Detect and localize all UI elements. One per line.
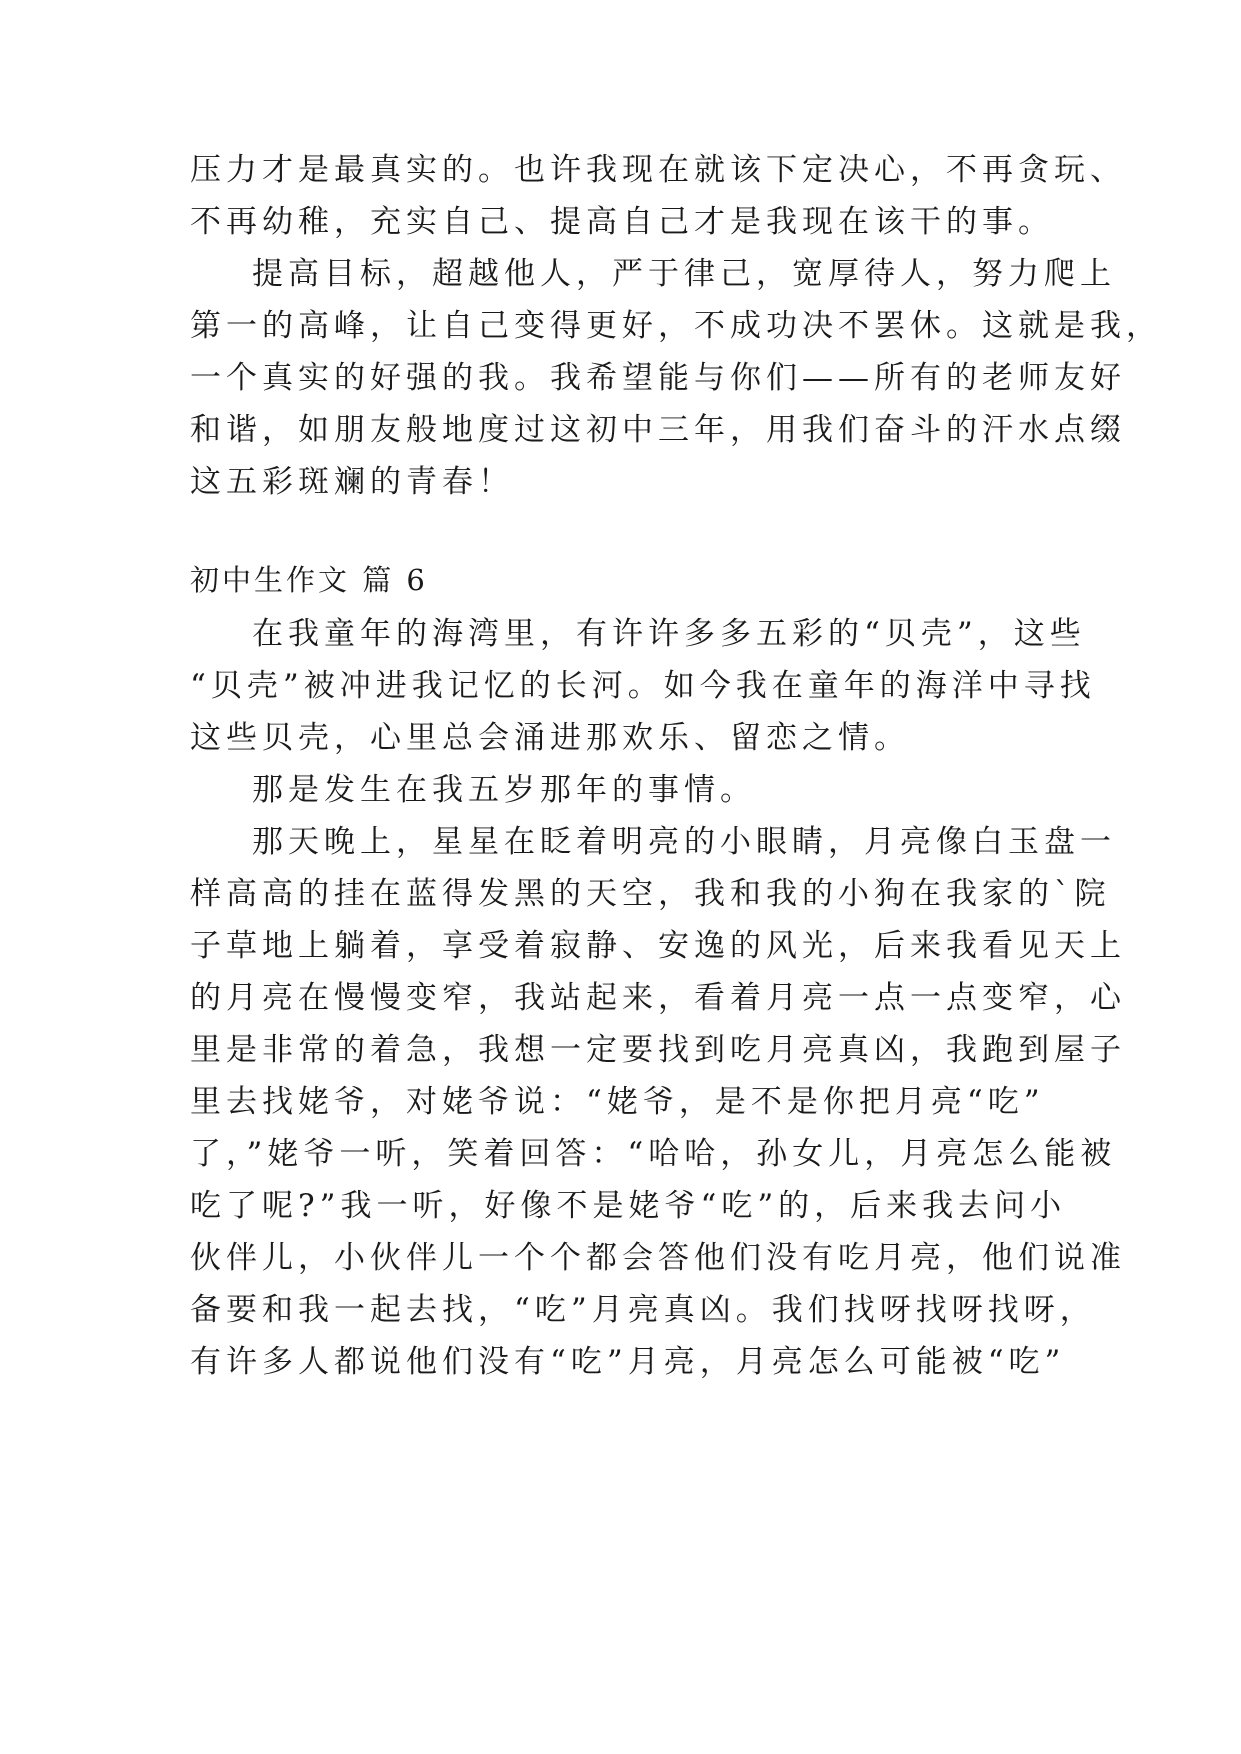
text-line: 的月亮在慢慢变窄，我站起来，看着月亮一点一点变窄，心	[190, 980, 1126, 1016]
text-line: 那是发生在我五岁那年的事情。	[252, 772, 756, 808]
text-line: 这些贝壳，心里总会涌进那欢乐、留恋之情。	[190, 720, 910, 756]
text-line: 压力才是最真实的。也许我现在就该下定决心，不再贪玩、	[190, 152, 1126, 188]
text-line: 那天晚上，星星在眨着明亮的小眼睛，月亮像白玉盘一	[252, 824, 1116, 860]
text-line: 第一的高峰，让自己变得更好，不成功决不罢休。这就是我，	[190, 308, 1162, 344]
text-line: 伙伴儿，小伙伴儿一个个都会答他们没有吃月亮，他们说准	[190, 1240, 1126, 1276]
section-heading: 初中生作文 篇 6	[190, 563, 428, 597]
text-line: 不再幼稚，充实自己、提高自己才是我现在该干的事。	[190, 204, 1054, 240]
text-line: 在我童年的海湾里，有许许多多五彩的“贝壳”，这些	[252, 616, 1086, 652]
text-line: “贝壳”被冲进我记忆的长河。如今我在童年的海洋中寻找	[190, 668, 1096, 704]
text-line: 里是非常的着急，我想一定要找到吃月亮真凶，我跑到屋子	[190, 1032, 1126, 1068]
text-line: 里去找姥爷，对姥爷说：“姥爷，是不是你把月亮“吃”	[190, 1084, 1045, 1120]
text-line: 这五彩斑斓的青春！	[190, 464, 514, 500]
text-line: 子草地上躺着，享受着寂静、安逸的风光，后来我看见天上	[190, 928, 1126, 964]
text-line: 备要和我一起去找，“吃”月亮真凶。我们找呀找呀找呀，	[190, 1292, 1096, 1328]
text-line: 了，”姥爷一听，笑着回答：“哈哈，孙女儿，月亮怎么能被	[190, 1136, 1117, 1172]
text-line: 有许多人都说他们没有“吃”月亮，月亮怎么可能被“吃”	[190, 1344, 1066, 1380]
text-line: 和谐，如朋友般地度过这初中三年，用我们奋斗的汗水点缀	[190, 412, 1126, 448]
text-line: 样高高的挂在蓝得发黑的天空，我和我的小狗在我家的`院	[190, 876, 1111, 912]
text-line: 提高目标，超越他人，严于律己，宽厚待人，努力爬上	[252, 256, 1116, 292]
text-line: 一个真实的好强的我。我希望能与你们——所有的老师友好	[190, 360, 1126, 396]
text-line: 吃了呢?”我一听，好像不是姥爷“吃”的，后来我去问小	[190, 1188, 1067, 1224]
